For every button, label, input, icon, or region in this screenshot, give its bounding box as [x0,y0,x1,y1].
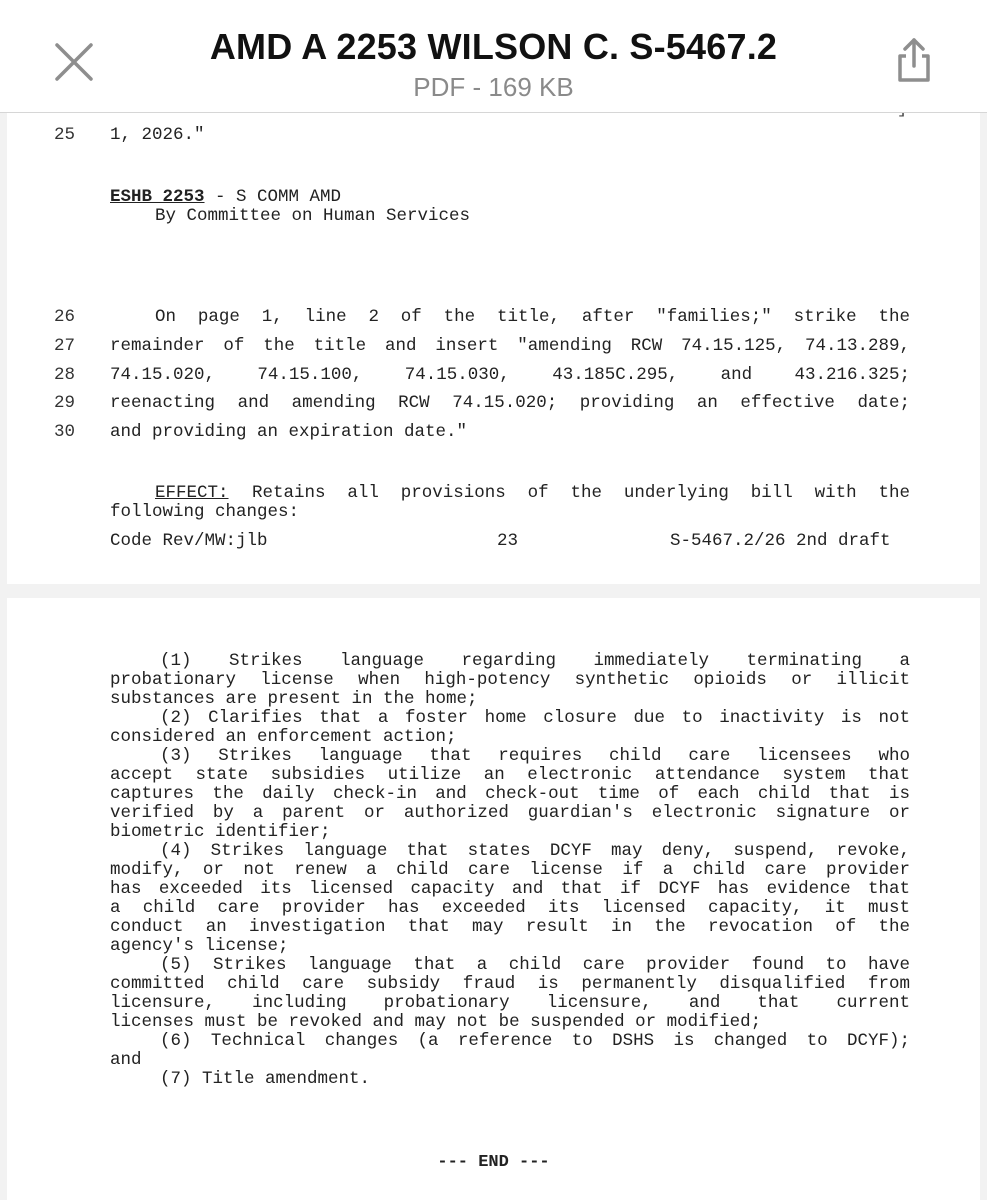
amendment-type: - S COMM AMD [204,187,342,207]
line-number: 25 [54,125,76,145]
pdf-page-2 [7,598,980,1200]
effect-item: agency's license; [110,936,289,956]
effect-item: considered an enforcement action; [110,727,457,747]
effect-item: conduct an investigation that may result in the revocation of the [110,917,910,937]
close-button[interactable] [52,40,96,84]
page-number: 23 [497,531,519,551]
line-text: On page 1, line 2 of the title, after "families;" strike the [155,307,910,327]
line-text: 1, 2026." [110,125,205,145]
line-number: 29 [54,393,76,413]
committee-line: By Committee on Human Services [155,206,471,226]
effect-item: licensure, including probationary licensure, and that current [110,993,910,1013]
effect-item: (3) Strikes language that requires child care licensees who [160,746,910,766]
effect-item: captures the daily check-in and check-out time of each child that is [110,784,910,804]
effect-item: accept state subsidies utilize an electronic attendance system that [110,765,910,785]
effect-item: (1) Strikes language regarding immediately terminating a [160,651,910,671]
effect-item: modify, or not renew a child care license if a child care provider [110,860,910,880]
footer-draft: S-5467.2/26 2nd draft [670,531,891,551]
end-marker: --- END --- [437,1153,550,1172]
effect-item: (6) Technical changes (a reference to DSHS is changed to DCYF); [160,1031,910,1051]
effect-item: licenses must be revoked and may not be suspended or modified; [110,1012,762,1032]
share-icon [890,36,938,84]
viewer-header [0,0,987,113]
effect-item: has exceeded its licensed capacity and that if DCYF has evidence that [110,879,910,899]
effect-item: committed child care subsidy fraud is permanently disqualified from [110,974,910,994]
effect-item: (2) Clarifies that a foster home closure due to inactivity is not [160,708,910,728]
effect-text: following changes: [110,502,300,522]
pdf-page-1 [7,100,980,584]
effect-item: a child care provider has exceeded its licensed capacity, it must [110,898,910,918]
effect-item: biometric identifier; [110,822,331,842]
close-icon [52,40,96,84]
document-title: AMD A 2253 WILSON C. S-5467.2 [209,26,778,67]
line-number: 26 [54,307,76,327]
document-subtitle: PDF - 169 KB [413,72,574,102]
line-text: 74.15.020, 74.15.100, 74.15.030, 43.185C.295, and 43.216.325; [110,365,910,385]
effect-item: (7) Title amendment. [160,1069,371,1089]
effect-item: probationary license when high-potency synthetic opioids or illicit [110,670,910,690]
effect-item: (5) Strikes language that a child care provider found to have [160,955,910,975]
effect-item: substances are present in the home; [110,689,478,709]
line-number: 28 [54,365,76,385]
line-text: and providing an expiration date." [110,422,468,442]
share-button[interactable] [890,36,938,84]
effect-item: (4) Strikes language that states DCYF may deny, suspend, revoke, [160,841,910,861]
amendment-id: ESHB 2253 [110,187,205,207]
effect-item: verified by a parent or authorized guardian's electronic signature or [110,803,910,823]
effect-label-text: EFFECT: [155,483,229,503]
footer-code: Code Rev/MW:jlb [110,531,268,551]
line-text: remainder of the title and insert "amending RCW 74.15.125, 74.13.289, [110,336,910,356]
line-text: reenacting and amending RCW 74.15.020; providing an effective date; [110,393,910,413]
effect-text: Retains all provisions of the underlying bill with the [252,483,910,503]
line-number: 27 [54,336,76,356]
amendment-heading [110,187,341,207]
line-number: 30 [54,422,76,442]
effect-label [155,483,229,503]
effect-item: and [110,1050,142,1070]
